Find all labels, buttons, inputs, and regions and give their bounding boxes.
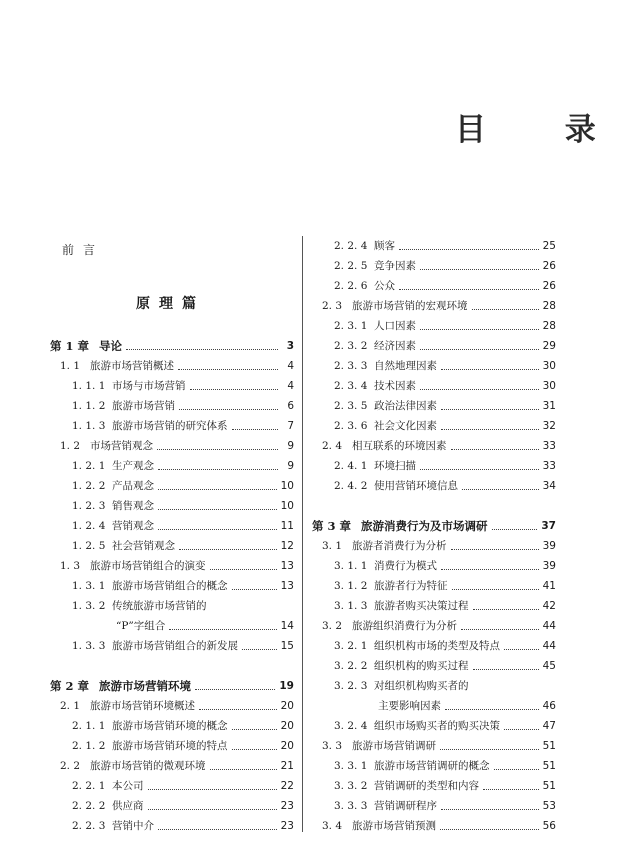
toc-number: 1. 1. 2 [72,400,106,412]
dot-leader [440,829,539,830]
toc-number: 1. 1. 1 [72,380,106,392]
toc-number: 1. 3. 3 [72,640,106,652]
dot-leader [232,729,277,730]
toc-number: 1. 2. 1 [72,460,106,472]
toc-section[interactable] [50,433,294,453]
toc-text: 市场营销观念 [90,440,153,452]
dot-leader [242,649,277,650]
dot-leader [158,829,277,830]
toc-text: 竞争因素 [374,260,416,272]
toc-text: 组织机构的购买过程 [374,660,469,672]
toc-text: 旅游市场营销环境概述 [90,700,195,712]
dot-leader [462,489,539,490]
toc-section[interactable] [50,773,294,793]
toc-section[interactable] [50,713,294,733]
dot-leader [210,769,277,770]
toc-number: 3. 3. 1 [334,760,368,772]
toc-page-number: 14 [280,620,294,632]
toc-section[interactable] [50,733,294,753]
toc-chapter[interactable] [312,513,556,533]
toc-section[interactable] [50,613,294,633]
toc-number: 2. 2 [60,760,81,772]
toc-text: 旅游市场营销组合的概念 [112,580,228,592]
toc-number: 2. 2. 5 [334,260,368,272]
dot-leader [158,469,278,470]
toc-number: 第 3 章 [312,519,352,533]
dot-leader [190,389,279,390]
toc-section[interactable] [312,313,556,333]
toc-section[interactable] [312,253,556,273]
toc-number: 2. 2. 3 [72,820,106,832]
part-title: 原理篇 [136,296,205,312]
toc-text: 公众 [374,280,395,292]
toc-page-number: 45 [542,660,556,672]
toc-section[interactable] [312,293,556,313]
toc-section[interactable] [312,813,556,833]
toc-number: 3. 4 [322,820,343,832]
toc-section[interactable] [312,453,556,473]
toc-number: 3. 3 [322,740,343,752]
toc-number: 1. 2. 5 [72,540,106,552]
toc-number: 3. 2 [322,620,343,632]
dot-leader [232,589,277,590]
toc-text: 旅游市场营销组合的演变 [90,560,206,572]
dot-leader [420,349,539,350]
toc-page-number: 4 [287,380,294,392]
toc-page-number: 44 [542,620,556,632]
toc-text: 旅游市场营销的宏观环境 [352,300,468,312]
toc-number: 2. 2. 1 [72,780,106,792]
toc-page-number: 23 [280,800,294,812]
toc-number: 2. 3. 6 [334,420,368,432]
dot-leader [420,269,539,270]
toc-section[interactable] [50,453,294,473]
toc-page-number: 7 [287,420,294,432]
toc-number: 2. 2. 6 [334,280,368,292]
toc-page-number: 28 [542,300,556,312]
toc-text: 旅游市场营销调研 [352,740,436,752]
toc-number: 2. 3. 3 [334,360,368,372]
toc-number: 2. 2. 4 [334,240,368,252]
toc-text: 旅游市场营销概述 [90,360,174,372]
toc-number: 3. 2. 2 [334,660,368,672]
toc-text: 旅游市场营销的微观环境 [90,760,206,772]
toc-text: 旅游市场营销的研究体系 [112,420,228,432]
toc-page-number: 47 [542,720,556,732]
toc-text: 生产观念 [112,460,154,472]
toc-page-number: 25 [542,240,556,252]
toc-number: 3. 2. 3 [334,680,368,692]
toc-text: 供应商 [112,800,144,812]
toc-section[interactable] [312,333,556,353]
dot-leader [399,289,539,290]
toc-page-number: 23 [280,820,294,832]
dot-leader [494,769,539,770]
dot-leader [179,409,278,410]
dot-leader [178,369,278,370]
toc-page-number: 30 [542,380,556,392]
toc-section[interactable] [50,533,294,553]
toc-page-number: 51 [542,760,556,772]
toc-section[interactable] [312,433,556,453]
dot-leader [445,709,539,710]
toc-text: “P”字组合 [116,620,166,632]
toc-text: 销售观念 [112,500,154,512]
toc-section[interactable] [312,373,556,393]
toc-text: 消费行为模式 [374,560,437,572]
toc-page-number: 44 [542,640,556,652]
toc-number: 2. 3. 4 [334,380,368,392]
dot-leader [399,249,539,250]
toc-text: 旅游市场营销 [112,400,175,412]
toc-text: 社会文化因素 [374,420,437,432]
toc-page-number: 34 [542,480,556,492]
toc-number: 2. 2. 2 [72,800,106,812]
toc-text: 旅游消费行为及市场调研 [361,519,488,533]
toc-page-number: 53 [542,800,556,812]
toc-page-number: 6 [287,400,294,412]
toc-section[interactable] [312,653,556,673]
dot-leader [232,429,279,430]
dot-leader [473,669,539,670]
toc-number: 2. 4. 1 [334,460,368,472]
toc-number: 1. 2 [60,440,81,452]
toc-text: 旅游市场营销组合的新发展 [112,640,238,652]
toc-text: 政治法律因素 [374,400,437,412]
dot-leader [199,709,277,710]
toc-section[interactable] [312,533,556,553]
toc-page-number: 21 [280,760,294,772]
dot-leader [195,689,275,690]
toc-section[interactable] [312,613,556,633]
toc-text: 组织机构市场的类型及特点 [374,640,500,652]
toc-page-number: 33 [542,440,556,452]
toc-text: 旅游者购买决策过程 [374,600,469,612]
toc-section[interactable] [312,793,556,813]
dot-leader [420,469,539,470]
toc-page-number: 42 [542,600,556,612]
toc-number: 3. 3. 2 [334,780,368,792]
toc-page-number: 26 [542,280,556,292]
toc-section[interactable] [312,713,556,733]
toc-section[interactable] [312,413,556,433]
toc-page-number: 39 [542,540,556,552]
toc-page-number: 39 [542,560,556,572]
preface-entry[interactable]: 前言 [62,243,105,257]
toc-text: 营销调研程序 [374,800,437,812]
toc-text: 传统旅游市场营销的 [112,600,207,612]
toc-section[interactable] [312,673,556,693]
toc-number: 2. 1 [60,700,81,712]
toc-section[interactable] [312,573,556,593]
dot-leader [169,629,276,630]
toc-left-column [50,0,294,848]
toc-text: 旅游者消费行为分析 [352,540,447,552]
dot-leader [210,569,277,570]
toc-text: 旅游组织消费行为分析 [352,620,457,632]
toc-page-number: 3 [286,340,294,352]
column-divider [302,236,303,832]
toc-number: 3. 1. 3 [334,600,368,612]
toc-section[interactable] [312,753,556,773]
toc-section[interactable] [50,353,294,373]
toc-section[interactable] [312,733,556,753]
toc-page-number: 33 [542,460,556,472]
dot-leader [179,549,277,550]
toc-text: 市场与市场营销 [112,380,186,392]
dot-leader [452,589,539,590]
toc-number: 1. 3. 1 [72,580,106,592]
toc-text: 环境扫描 [374,460,416,472]
toc-number: 1. 2. 3 [72,500,106,512]
toc-text: 人口因素 [374,320,416,332]
toc-text: 经济因素 [374,340,416,352]
dot-leader [472,309,539,310]
toc-section[interactable] [312,233,556,253]
toc-number: 3. 2. 4 [334,720,368,732]
toc-section[interactable] [312,773,556,793]
toc-number: 1. 1 [60,360,81,372]
dot-leader [504,649,539,650]
toc-section[interactable] [50,593,294,613]
toc-number: 2. 1. 1 [72,720,106,732]
toc-text: 营销调研的类型和内容 [374,780,479,792]
dot-leader [441,809,539,810]
toc-page-number: 32 [542,420,556,432]
toc-section[interactable] [50,513,294,533]
toc-page-number: 37 [541,520,556,532]
dot-leader [158,489,277,490]
dot-leader [420,389,539,390]
dot-leader [232,749,277,750]
toc-section[interactable] [50,493,294,513]
toc-section[interactable] [312,593,556,613]
dot-leader [440,749,539,750]
toc-page-number: 51 [542,780,556,792]
toc-number: 3. 2. 1 [334,640,368,652]
toc-number: 3. 1. 1 [334,560,368,572]
toc-page-number: 13 [280,580,294,592]
toc-text: 旅游市场营销环境 [99,679,192,693]
toc-page-number: 4 [287,360,294,372]
toc-page-number: 30 [542,360,556,372]
toc-text: 旅游市场营销调研的概念 [374,760,490,772]
toc-number: 2. 3. 2 [334,340,368,352]
toc-section[interactable] [312,273,556,293]
dot-leader [441,369,539,370]
dot-leader [148,789,277,790]
toc-number: 第 1 章 [50,339,90,353]
toc-number: 1. 3 [60,560,81,572]
toc-page-number: 20 [280,700,294,712]
toc-page-number: 15 [280,640,294,652]
toc-section[interactable] [50,373,294,393]
toc-page-number: 20 [280,720,294,732]
toc-number: 1. 1. 3 [72,420,106,432]
toc-number: 1. 3. 2 [72,600,106,612]
toc-section[interactable] [312,393,556,413]
toc-number: 2. 3. 1 [334,320,368,332]
toc-text: 旅游市场营销预测 [352,820,436,832]
toc-number: 3. 1. 2 [334,580,368,592]
toc-number: 1. 2. 4 [72,520,106,532]
toc-section[interactable] [50,793,294,813]
toc-text: 旅游市场营销环境的特点 [112,740,228,752]
toc-page-number: 10 [280,480,294,492]
dot-leader [504,729,539,730]
toc-page-number: 29 [542,340,556,352]
toc-number: 2. 4 [322,440,343,452]
dot-leader [451,449,539,450]
toc-title: 目 录 [455,112,630,148]
toc-section[interactable] [312,633,556,653]
toc-page-number: 28 [542,320,556,332]
toc-page-number: 19 [279,680,294,692]
toc-page-number: 11 [280,520,294,532]
dot-leader [158,509,277,510]
toc-chapter[interactable] [50,673,294,693]
toc-text: 产品观念 [112,480,154,492]
toc-text: 旅游者行为特征 [374,580,448,592]
toc-page-number: 20 [280,740,294,752]
toc-chapter[interactable] [50,333,294,353]
toc-page-number: 10 [280,500,294,512]
toc-section[interactable] [50,633,294,653]
toc-page-number: 46 [542,700,556,712]
toc-number: 3. 1 [322,540,343,552]
toc-page-number: 13 [280,560,294,572]
toc-page-number: 26 [542,260,556,272]
dot-leader [492,529,538,530]
dot-leader [158,529,277,530]
toc-page-number: 9 [287,460,294,472]
toc-section[interactable] [312,473,556,493]
toc-number: 2. 4. 2 [334,480,368,492]
dot-leader [441,409,539,410]
dot-leader [441,429,539,430]
toc-page-number: 56 [542,820,556,832]
dot-leader [157,449,278,450]
toc-text: 营销观念 [112,520,154,532]
toc-text: 主要影响因素 [378,700,441,712]
toc-number: 1. 2. 2 [72,480,106,492]
toc-section[interactable] [50,413,294,433]
toc-text: 对组织机构购买者的 [374,680,469,692]
toc-number: 第 2 章 [50,679,90,693]
toc-text: 相互联系的环境因素 [352,440,447,452]
toc-section[interactable] [50,693,294,713]
dot-leader [126,349,278,350]
toc-text: 导论 [99,339,123,353]
toc-text: 使用营销环境信息 [374,480,458,492]
toc-page-number: 12 [280,540,294,552]
toc-section[interactable] [312,353,556,373]
dot-leader [441,569,539,570]
toc-number: 2. 1. 2 [72,740,106,752]
toc-text: 自然地理因素 [374,360,437,372]
dot-leader [451,549,539,550]
toc-page-number: 9 [287,440,294,452]
toc-right-column [312,0,556,848]
toc-text: 旅游市场营销环境的概念 [112,720,228,732]
toc-number: 2. 3. 5 [334,400,368,412]
toc-section[interactable] [50,813,294,833]
toc-page-number: 51 [542,740,556,752]
toc-section[interactable] [50,393,294,413]
toc-text: 顾客 [374,240,395,252]
toc-section[interactable] [312,693,556,713]
dot-leader [483,789,539,790]
toc-text: 本公司 [112,780,144,792]
toc-text: 营销中介 [112,820,154,832]
toc-section[interactable] [50,573,294,593]
dot-leader [420,329,539,330]
toc-section[interactable] [312,553,556,573]
toc-section[interactable] [50,553,294,573]
toc-text: 组织市场购买者的购买决策 [374,720,500,732]
toc-page-number: 22 [280,780,294,792]
toc-page-number: 41 [542,580,556,592]
toc-number: 2. 3 [322,300,343,312]
toc-text: 技术因素 [374,380,416,392]
toc-section[interactable] [50,753,294,773]
toc-text: 社会营销观念 [112,540,175,552]
dot-leader [473,609,539,610]
toc-page-number: 31 [542,400,556,412]
toc-number: 3. 3. 3 [334,800,368,812]
toc-section[interactable] [50,473,294,493]
dot-leader [461,629,539,630]
dot-leader [148,809,277,810]
